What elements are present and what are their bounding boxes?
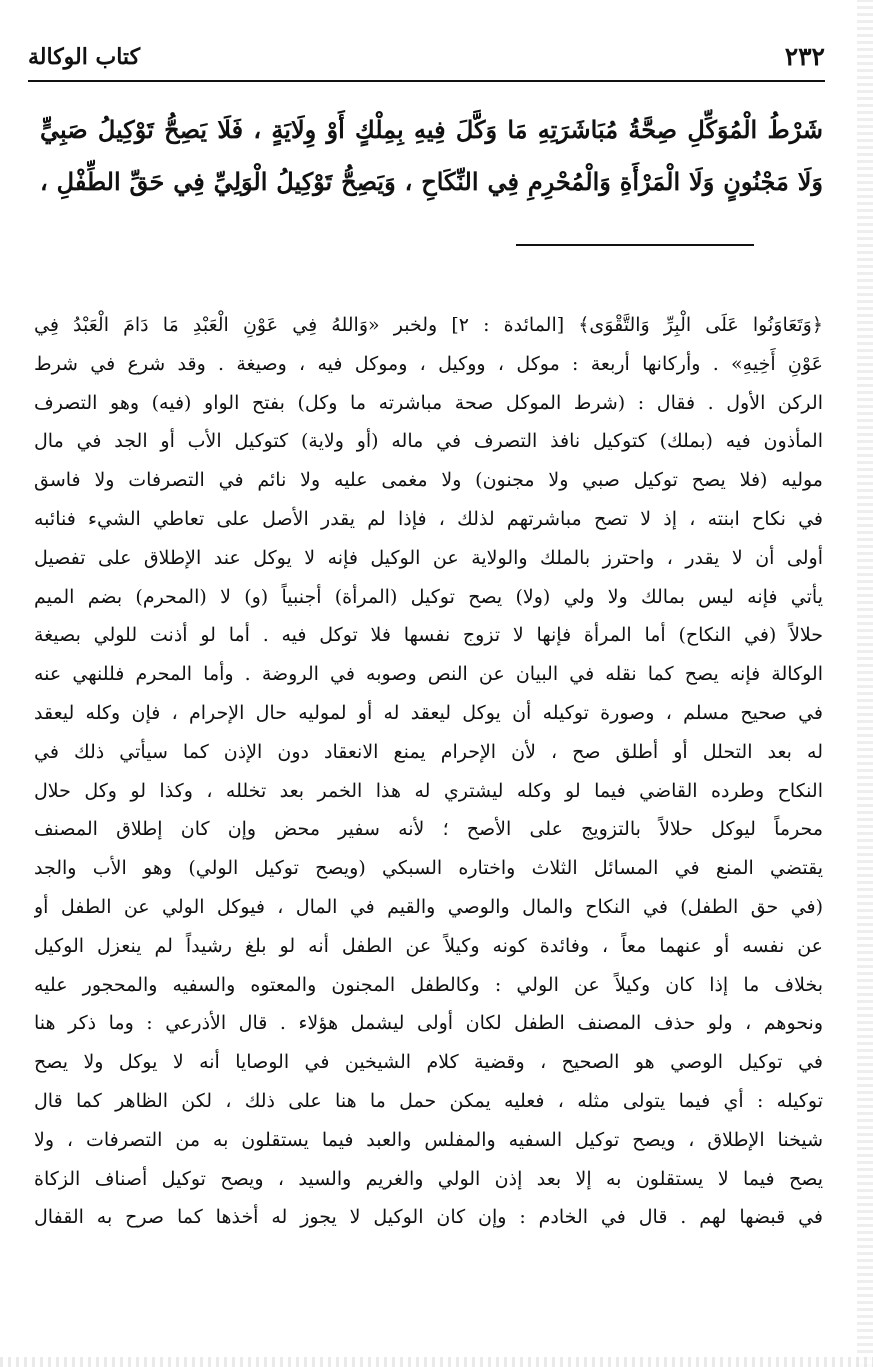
main-text-line: وَلَا مَجْنُونٍ وَلَا الْمَرْأَةِ وَالْمُحْرِمِ فِي النِّكَاحِ ، وَيَصِحُّ تَوْكِيلُ الْوَلِيِّ فِي حَقِّ الطِّفْلِ ، (40, 167, 823, 196)
book-title: كتاب الوكالة (28, 44, 141, 70)
commentary-line: في توكيل الوصي هو الصحيح ، وقضية كلام الشيخين في الوصايا أنه لا يوكل ولا يصح (34, 1051, 823, 1074)
commentary-line: حلالاً (في النكاح) أما المرأة فإنها لا تزوج نفسها فلا توكل فيه . أما لو أذنت للولي بصيغة (34, 624, 823, 647)
commentary-line: (في حق الطفل) في النكاح والمال والوصي والقيم في المال ، فيوكل الولي عن الطفل أو (34, 895, 823, 918)
main-text-line: شَرْطُ الْمُوَكِّلِ صِحَّةُ مُبَاشَرَتِهِ مَا وَكَّلَ فِيهِ بِمِلْكٍ أَوْ وِلَايَةٍ ، فَلَا يَصِحُّ تَوْكِيلُ صَبِيٍّ (40, 115, 823, 144)
commentary-line: النكاح وطرده القاضي فيما لو وكله ليشتري له هذا الخمر بعد تخلله ، وكذا لو وكل حلال (34, 779, 823, 802)
commentary-line: أولى أن لا يقدر ، واحترز بالملك والولاية عن الوكيل فإنه لا يوكل عند الإطلاق على تفصيل (34, 546, 823, 569)
commentary-line: يأتي فإنه ليس بمالك ولا ولي (ولا) يصح توكيل (المرأة) أجنبياً (و) لا (المحرم) بضم الميم (34, 585, 823, 608)
commentary-line: ﴿وَتَعَاوَنُوا عَلَى الْبِرِّ وَالتَّقْوَى﴾ [المائدة : ٢] ولخبر «وَاللهُ فِي عَوْنِ الْعَبْدِ مَا دَامَ الْعَبْدُ فِي (34, 314, 823, 336)
commentary-line: ونحوهم ، ولو حذف المصنف الطفل لكان أولى ليشمل هؤلاء . قال الأذرعي : وما ذكر هنا (34, 1012, 823, 1035)
section-divider (516, 244, 754, 246)
commentary-line: له بعد التحلل أو أطلق صح ، لأن الإحرام يمنع الانعقاد دون الإذن كما سيأتي ذلك في (34, 740, 823, 763)
commentary-line: شيخنا الإطلاق ، ويصح توكيل السفيه والمفلس والعبد فيما يستقلون به من التصرفات ، ولا (34, 1128, 823, 1151)
commentary-line: محرماً ليوكل حلالاً بالتزويج على الأصح ؛ لأنه سفير محض وإن كان إطلاق المصنف (34, 818, 823, 841)
commentary-line: في صحيح مسلم ، وصورة توكيله أن يوكل ليعقد له أو لموليه حال الإحرام ، فإن وكله ليعقد (34, 701, 823, 724)
commentary-line: في نكاح ابنته ، إذ لا تصح مباشرتهم لذلك ، فإذا لم يقدر الأصل على تعاطي الشيء فنائبه (34, 507, 823, 530)
commentary-text (34, 306, 823, 1237)
page-header (28, 40, 825, 76)
commentary-line: عن نفسه أو عنهما معاً ، وفائدة كونه وكيلاً عن الطفل أنه لو بلغ رشيداً لم ينعزل الوكيل (34, 934, 823, 957)
commentary-line: بخلاف ما إذا كان وكيلاً عن الولي : وكالطفل المجنون والمعتوه والسفيه والمحجور عليه (34, 973, 823, 996)
commentary-line: في قبضها لهم . قال في الخادم : وإن كان الوكيل لا يجوز له أخذها كما صرح به القفال (34, 1206, 823, 1229)
commentary-line: الوكالة فإنه يصح كما نقله في البيان عن النص وصوبه في الروضة . وأما المحرم فللنهي عنه (34, 663, 823, 686)
commentary-line: الركن الأول . فقال : (شرط الموكل صحة مباشرته ما وكل) بفتح الواو (فيه) وهو التصرف (34, 391, 823, 414)
commentary-line: عَوْنِ أَخِيهِ» . وأركانها أربعة : موكل ، ووكيل ، وموكل فيه ، وصيغة . وقد شرع في شرط (34, 352, 823, 375)
commentary-line: يصح فيما لا يستقلون به إلا بعد إذن الولي والغريم والسيد ، ويصح توكيل أصناف الزكاة (34, 1167, 823, 1190)
page-bottom-texture (0, 1357, 873, 1367)
page-edge-texture (857, 0, 873, 1367)
header-divider (28, 80, 825, 82)
commentary-line: المأذون فيه (بملك) كتوكيل نافذ التصرف في ماله (أو ولاية) كتوكيل الأب أو الجد في مال (34, 430, 823, 453)
commentary-line: توكيله : أي فيما يتولى مثله ، فعليه يمكن حمل ما هنا على ذلك ، لكن الظاهر كما قال (34, 1089, 823, 1112)
commentary-line: موليه (فلا يصح توكيل صبي ولا مجنون) ولا مغمى عليه ولا نائم في التصرفات ولا فاسق (34, 469, 823, 492)
page-number: ٢٣٢ (784, 42, 825, 71)
main-text (40, 104, 823, 208)
commentary-line: يقتضي المنع في المسائل الثلاث واختاره السبكي (ويصح توكيل الولي) وهو الأب والجد (34, 857, 823, 880)
